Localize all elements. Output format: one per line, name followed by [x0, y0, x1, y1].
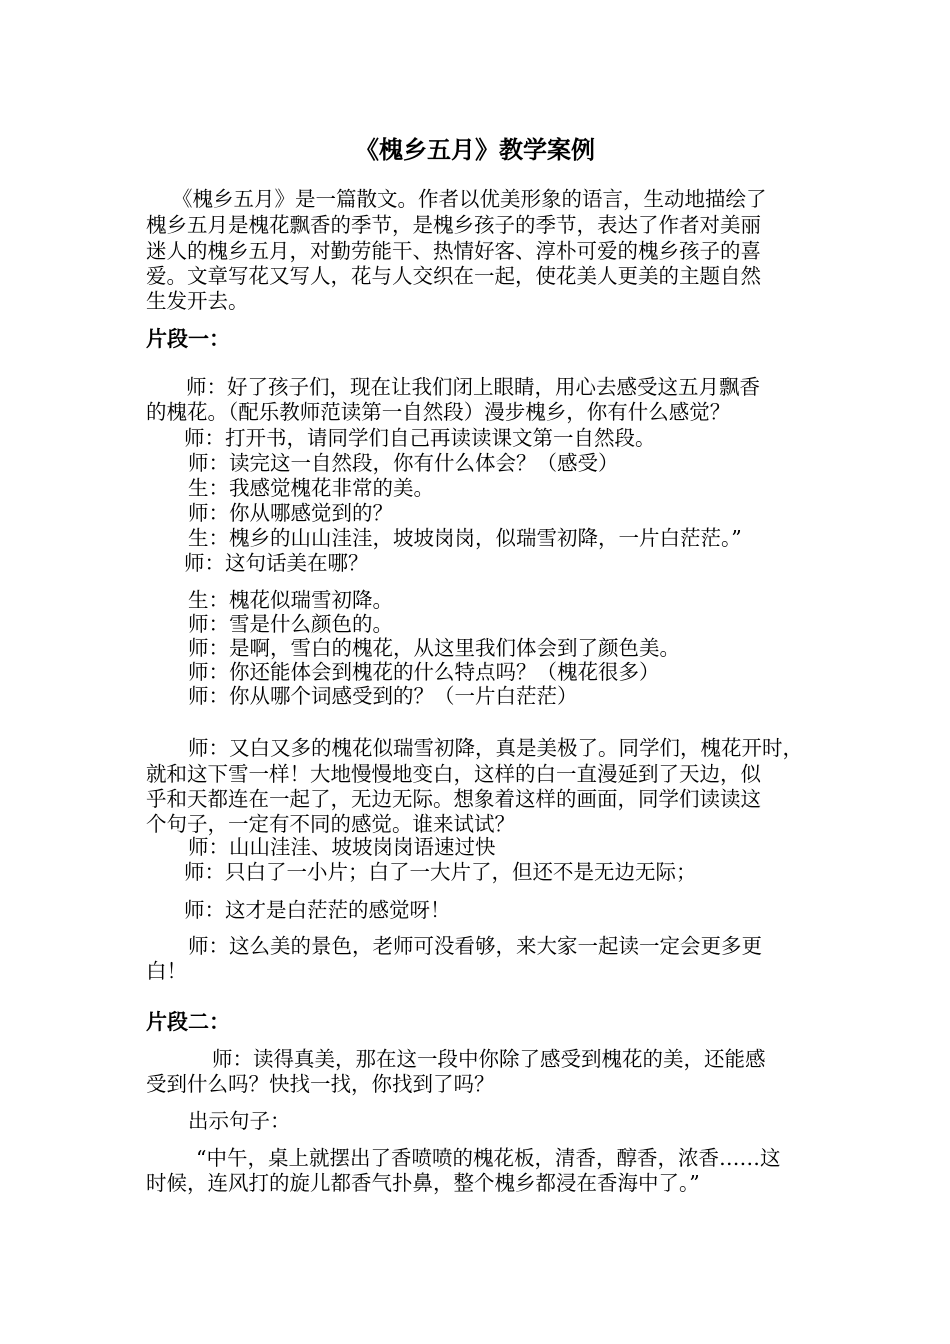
section-heading: 片段一： — [146, 326, 230, 351]
intro-line: 《槐乡五月》是一篇散文。作者以优美形象的语言，生动地描绘了 — [172, 187, 767, 211]
dialogue-line: 师：你从哪感觉到的？ — [188, 501, 393, 525]
dialogue-line: 个句子，一定有不同的感觉。谁来试试？ — [146, 812, 515, 836]
dialogue-line: 师：好了孩子们，现在让我们闭上眼睛，用心去感受这五月飘香 — [186, 375, 760, 399]
dialogue-line: 师：只白了一小片；白了一大片了，但还不是无边无际； — [184, 860, 697, 884]
document-title: 《槐乡五月》教学案例 — [355, 135, 595, 164]
dialogue-line: 生：我感觉槐花非常的美。 — [188, 476, 434, 500]
dialogue-line: 师：雪是什么颜色的。 — [188, 612, 393, 636]
quote-line: “中午，桌上就摆出了香喷喷的槐花板，清香，醇香，浓香……这 — [196, 1146, 781, 1170]
intro-line: 迷人的槐乡五月，对勤劳能干、热情好客、淳朴可爱的槐乡孩子的喜 — [146, 239, 761, 263]
dialogue-line: 师：是啊，雪白的槐花，从这里我们体会到了颜色美。 — [188, 636, 680, 660]
dialogue-line: 师：读得真美，那在这一段中你除了感受到槐花的美，还能感 — [212, 1047, 766, 1071]
dialogue-line: 乎和天都连在一起了，无边无际。想象着这样的画面，同学们读读这 — [146, 787, 761, 811]
intro-line: 爱。文章写花又写人，花与人交织在一起，使花美人更美的主题自然 — [146, 264, 761, 288]
dialogue-line: 师：山山洼洼、坡坡岗岗语速过快 — [188, 835, 496, 859]
dialogue-line: 师：又白又多的槐花似瑞雪初降，真是美极了。同学们，槐花开时， — [188, 736, 803, 760]
section-heading: 片段二： — [146, 1009, 230, 1034]
dialogue-line: 受到什么吗？快找一找，你找到了吗？ — [146, 1072, 495, 1096]
dialogue-line: 师：你从哪个词感受到的？（一片白茫茫） — [188, 684, 578, 708]
dialogue-line: 师：打开书，请同学们自己再读读课文第一自然段。 — [184, 426, 656, 450]
intro-line: 生发开去。 — [146, 289, 249, 313]
dialogue-line: 生：槐花似瑞雪初降。 — [188, 588, 393, 612]
dialogue-line: 就和这下雪一样！大地慢慢地变白，这样的白一直漫延到了天边，似 — [146, 762, 761, 786]
quote-line: 时候，连风打的旋儿都香气扑鼻，整个槐乡都浸在香海中了。” — [146, 1171, 700, 1195]
dialogue-line: 白！ — [146, 959, 187, 983]
intro-line: 槐乡五月是槐花飘香的季节，是槐乡孩子的季节，表达了作者对美丽 — [146, 213, 761, 237]
dialogue-line: 师：你还能体会到槐花的什么特点吗？（槐花很多） — [188, 660, 660, 684]
dialogue-line: 师：这才是白茫茫的感觉呀！ — [184, 898, 451, 922]
dialogue-line: 师：读完这一自然段，你有什么体会？（感受） — [188, 451, 619, 475]
dialogue-line: 出示句子： — [188, 1109, 291, 1133]
dialogue-line: 生：槐乡的山山洼洼，坡坡岗岗，似瑞雪初降，一片白茫茫。” — [188, 526, 742, 550]
dialogue-line: 的槐花。（配乐教师范读第一自然段）漫步槐乡，你有什么感觉？ — [146, 400, 731, 424]
dialogue-line: 师：这么美的景色，老师可没看够，来大家一起读一定会更多更 — [188, 934, 762, 958]
dialogue-line: 师：这句话美在哪？ — [184, 551, 369, 575]
